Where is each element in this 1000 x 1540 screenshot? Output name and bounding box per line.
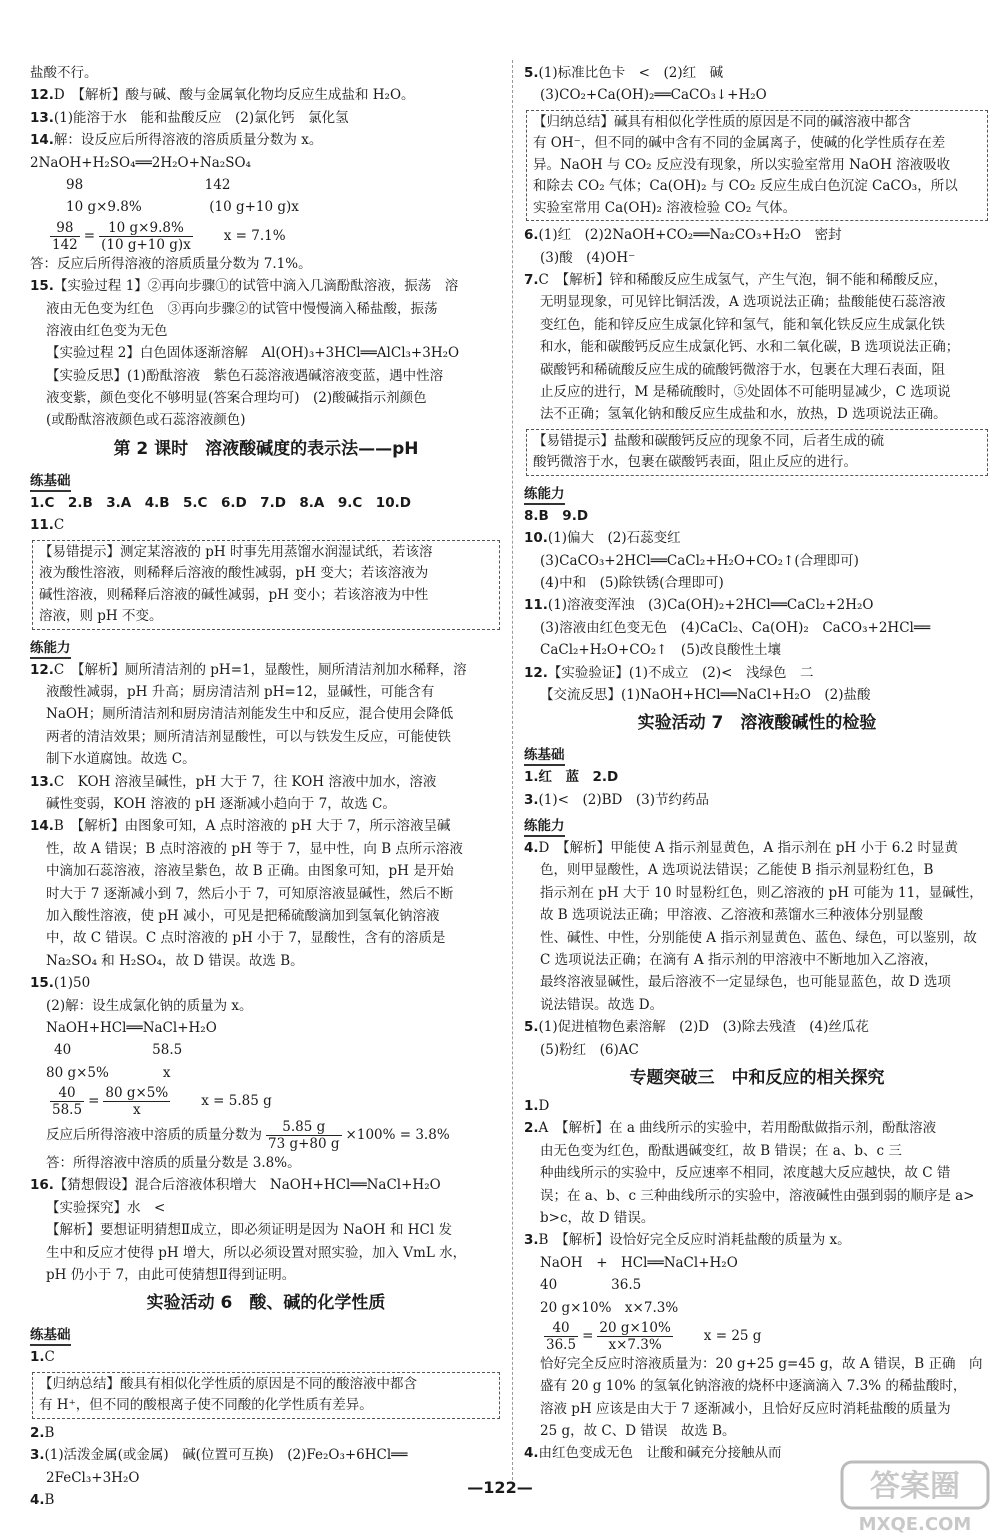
question-text: D [538, 1098, 550, 1114]
subsection-heading-row [524, 811, 990, 837]
question-number: 10. [524, 530, 548, 547]
equation-result: x = 7.1% [196, 227, 286, 244]
question-number: 3. [30, 1447, 45, 1464]
question-line [524, 527, 990, 549]
question-text: B [44, 1491, 55, 1508]
question-line [524, 1229, 990, 1251]
question-text: B [44, 1424, 55, 1441]
text-line: NaOH + HCl══NaCl+H₂O [540, 1254, 738, 1271]
question-text: 由红色变成无色 让酸和碱充分接触从而 [538, 1445, 782, 1462]
text-line: 两者的清洁效果；厕所清洁剂显酸性，可以与铁发生反应，可能使铁 [46, 728, 451, 745]
question-number: 14. [30, 818, 54, 835]
question-line [30, 1422, 502, 1444]
note-line: 【易错提示】测定某溶液的 pH 时事先用蒸馏水润湿试纸，若该溶 [39, 543, 433, 560]
question-line [524, 1016, 990, 1038]
text-line: (2)解：设生成氯化钠的质量为 x。 [46, 997, 253, 1014]
text-line: 液酸性减弱，pH 升高；厨房清洁剂 pH=12，显碱性，可能含有 [46, 684, 435, 701]
text-line: 性，故 A 错误；B 点时溶液的 pH 等于 7，显中性，向 B 点所示溶液 [46, 840, 463, 857]
question-text: (1)促进植物色素溶解 (2)D (3)除去残渣 (4)丝瓜花 [538, 1019, 869, 1036]
text-line: (5)粉红 (6)AC [540, 1041, 639, 1058]
subsection-heading-row [524, 740, 990, 766]
text-line: (3)溶液由红色变无色 (4)CaCl₂、Ca(OH)₂ CaCO₃+2HCl══ [540, 619, 931, 636]
fraction [266, 1119, 342, 1152]
text-line: pH 仍小于 7，由此可使猜想Ⅱ得到证明。 [46, 1267, 296, 1284]
question-text: D 【解析】酸与碱、酸与金属氧化物均反应生成盐和 H₂O。 [53, 87, 415, 104]
question-line [524, 594, 990, 616]
question-line [524, 1095, 990, 1117]
question-number: 2. [30, 1424, 45, 1441]
question-number: 16. [30, 1177, 54, 1194]
question-text: (1)能溶于水 能和盐酸反应 (2)氯化钙 氯化氢 [53, 109, 349, 126]
question-line [30, 815, 502, 837]
question-number: 12. [30, 87, 54, 104]
section-heading: 实验活动 6 酸、碱的化学性质 [146, 1293, 386, 1314]
section-heading: 第 2 课时 溶液酸碱度的表示法——pH [113, 438, 419, 459]
text-line: 2FeCl₃+3H₂O [46, 1469, 140, 1486]
equation-result: x = 25 g [676, 1327, 762, 1344]
question-line [30, 771, 502, 793]
text-line: 生中和反应才使得 pH 增大，所以必须设置对照实验，加入 VmL 水， [46, 1244, 467, 1261]
text-line: 中滴加石蕊溶液，溶液呈紫色，故 B 正确。由图象可知，pH 是开始 [46, 863, 454, 880]
text-line: 液由无色变为红色 ③再向步骤②的试管中慢慢滴入稀盐酸，振荡 [46, 300, 438, 317]
question-number: 11. [524, 597, 548, 614]
question-number: 2. [524, 1120, 539, 1137]
question-number: 14. [30, 132, 54, 149]
question-text: D 【解析】甲能使 A 指示剂显黄色，A 指示剂在 pH 小于 6.2 时显黄 [538, 840, 959, 857]
question-number: 4. [524, 1445, 539, 1462]
answer-row: 1.C 2.B 3.A 4.B 5.C 6.D 7.D 8.A 9.C 10.D [30, 494, 411, 511]
subsection-heading-row [30, 466, 502, 492]
equation-line [30, 1118, 502, 1152]
text-line: 20 g×10% x×7.3% [540, 1299, 679, 1316]
question-line [30, 1174, 502, 1196]
question-line [524, 837, 990, 859]
text-line: 碱性变弱，KOH 溶液的 pH 逐渐减小趋向于 7，故选 C。 [46, 795, 396, 812]
text-line: 无明显现象，可见锌比铜活泼，A 选项说法正确；盐酸能使石蕊溶液 [540, 294, 946, 311]
note-line: 碱性溶液，则稀释后溶液的碱性减弱，pH 变小；若该溶液为中性 [39, 586, 429, 603]
text-line: 由无色变为红色，酚酞遇碱变红，故 B 错误；在 a、b、c 三 [540, 1142, 902, 1159]
text-line: 80 g×5% x [46, 1064, 171, 1081]
equation-result: x = 5.85 g [174, 1093, 272, 1110]
question-line [30, 1444, 502, 1466]
page-number: —122— [467, 1478, 533, 1497]
note-line: 【归纳总结】碱具有相似化学性质的原因是不同的碱溶液中都含 [533, 113, 911, 130]
note-box [32, 540, 500, 630]
question-text: (1)溶液变浑浊 (3)Ca(OH)₂+2HCl══CaCl₂+2H₂O [547, 597, 874, 614]
text-line: (3)CaCO₃+2HCl══CaCl₂+H₂O+CO₂↑(合理即可) [540, 552, 859, 569]
text-line: (3)CO₂+Ca(OH)₂══CaCO₃↓+H₂O [540, 87, 767, 104]
text-line: 溶液 pH 应该是由大于 7 逐渐减小，且恰好反应时消耗盐酸的质量为 [540, 1400, 951, 1417]
text-line: 10 g×9.8% (10 g+10 g)x [66, 199, 299, 216]
text-line: (4)中和 (5)除铁锈(合理即可) [540, 574, 724, 591]
fraction-numerator: 40 [544, 1320, 578, 1337]
text-line: 故 B 选项说法正确；甲溶液、乙溶液和蒸馏水三种液体分别显酸 [540, 907, 924, 924]
question-line [30, 514, 502, 536]
question-line [524, 662, 990, 684]
fraction-numerator: 80 g×5% [105, 1085, 169, 1102]
section-heading: 实验活动 7 溶液酸碱性的检验 [637, 713, 877, 734]
subsection-heading: 练基础 [524, 744, 565, 766]
subsection-heading-row [524, 479, 990, 505]
section-heading: 专题突破三 中和反应的相关探究 [629, 1068, 885, 1088]
text-line: 种曲线所示的实验中，反应速率不相同，浓度越大反应越快，故 C 错 [540, 1165, 951, 1182]
text-line: 最终溶液显碱性，最后溶液不一定显绿色，也可能显蓝色，故 D 选项 [540, 974, 951, 991]
right-column [524, 62, 990, 1465]
subsection-heading-row [30, 633, 502, 659]
question-number: 1. [30, 1349, 45, 1366]
text-line: 性、碱性、中性，分别能使 A 指示剂显黄色、蓝色、绿色，可以鉴别，故 [540, 929, 977, 946]
answer-row: 1.红 蓝 2.D [524, 769, 619, 786]
question-line [30, 972, 502, 994]
text-line: 误；在 a、b、c 三种曲线所示的实验中，溶液碱性由强到弱的顺序是 a> [540, 1187, 975, 1204]
question-number: 1. [524, 1098, 539, 1114]
fraction-numerator: 20 g×10% [599, 1319, 671, 1336]
text-line: 变红色，能和锌反应生成氯化锌和氢气，能和氧化铁反应生成氯化铁 [540, 316, 945, 333]
question-line [30, 1346, 502, 1368]
subsection-heading: 练基础 [30, 1324, 71, 1346]
question-number: 11. [30, 517, 54, 534]
watermark-logo [840, 1460, 990, 1536]
fraction-denominator: 73 g+80 g [268, 1136, 340, 1153]
question-text: B 【解析】由图象可知，A 点时溶液的 pH 大于 7，所示溶液呈碱 [53, 818, 451, 835]
question-number: 15. [30, 278, 54, 295]
fraction-denominator: (10 g+10 g)x [101, 236, 191, 253]
fraction-numerator: 5.85 g [266, 1119, 342, 1136]
question-text: C [44, 1349, 55, 1366]
text-line: (3)酸 (4)OH⁻ [540, 249, 636, 266]
question-line [30, 84, 502, 106]
note-line: 有 H⁺，但不同的酸根离子使不同酸的化学性质有差异。 [39, 1397, 373, 1414]
note-line: 溶液，则 pH 不变。 [39, 608, 163, 625]
text-line: 盛有 20 g 10% 的氢氧化钠溶液的烧杯中逐滴滴入 7.3% 的稀盐酸时， [540, 1378, 967, 1395]
note-line: 异。NaOH 与 CO₂ 反应没有现象，所以实验室常用 NaOH 溶液吸收 [533, 156, 951, 173]
equals-sign: = [83, 227, 96, 244]
text-line: b>c，故 D 错误。 [540, 1209, 655, 1226]
text-line: 恰好完全反应时溶液质量为：20 g+25 g=45 g，故 A 错误，B 正确 向 [540, 1355, 983, 1372]
equation-line [30, 1084, 502, 1118]
text-line: (或酚酞溶液颜色或石蕊溶液颜色) [46, 412, 246, 429]
equation-line [524, 1319, 990, 1353]
text-line: CaCl₂+H₂O+CO₂↑ (5)改良酸性土壤 [540, 642, 782, 659]
question-text: 【猜想假设】混合后溶液体积增大 NaOH+HCl══NaCl+H₂O [53, 1177, 441, 1194]
equals-sign: = [582, 1327, 594, 1344]
question-number: 5. [524, 65, 539, 81]
question-text: (1)活泼金属(或金属) 碱(位置可互换) (2)Fe₂O₃+6HCl══ [44, 1447, 408, 1464]
note-line: 液为酸性溶液，则稀释后溶液的酸性减弱，pH 变大；若该溶液为 [39, 565, 429, 582]
left-column [30, 62, 502, 1511]
note-line: 【归纳总结】酸具有相似化学性质的原因是不同的酸溶液中都含 [39, 1375, 417, 1392]
text-line: 说法错误。故选 D。 [540, 996, 664, 1013]
question-text: C 【解析】锌和稀酸反应生成氢气，产生气泡，铜不能和稀酸反应， [538, 272, 948, 289]
question-text: C KOH 溶液呈碱性，pH 大于 7，往 KOH 溶液中加水，溶液 [53, 773, 437, 790]
text-line: 25 g，故 C、D 错误 故选 B。 [540, 1423, 736, 1440]
note-box [526, 110, 988, 222]
note-line: 实验室常用 Ca(OH)₂ 溶液检验 CO₂ 气体。 [533, 199, 797, 216]
column-divider [512, 60, 513, 1480]
question-text: A 【解析】在 a 曲线所示的实验中，若用酚酞做指示剂，酚酞溶液 [538, 1120, 937, 1137]
equation-result: ×100% = 3.8% [345, 1127, 450, 1144]
fraction-denominator: 58.5 [52, 1102, 83, 1119]
text-line: 加入酸性溶液，使 pH 减小，可见是把稀硫酸滴加到氢氧化钠溶液 [46, 907, 440, 924]
svg-text:答案圈: 答案圈 [870, 1469, 960, 1504]
text-line: 止反应的进行，M 是稀硫酸时，⑤处固体不可能明显减少，C 选项说 [540, 384, 951, 401]
equation-prefix: 反应后所得溶液中溶质的质量分数为 [46, 1127, 262, 1144]
fraction [99, 220, 193, 253]
text-line: NaOH；厕所清洁剂和厨房清洁剂能发生中和反应，混合使用会降低 [46, 706, 454, 723]
question-text: 【实验过程 1】②再向步骤①的试管中滴入几滴酚酞溶液，振荡 溶 [53, 278, 459, 295]
text-line: 答：反应后所得溶液的溶质质量分数为 7.1%。 [30, 255, 312, 272]
note-line: 【易错提示】盐酸和碳酸钙反应的现象不同，后者生成的硫 [533, 432, 884, 449]
question-line [30, 275, 502, 297]
question-line [30, 659, 502, 681]
subsection-heading: 练能力 [524, 483, 565, 505]
fraction-numerator: 98 [50, 220, 80, 237]
text-line: 【解析】要想证明猜想Ⅱ成立，即必须证明是因为 NaOH 和 HCl 发 [46, 1222, 452, 1239]
question-text: (1)< (2)BD (3)节约药品 [538, 791, 709, 808]
fraction [597, 1320, 672, 1353]
note-line: 和除去 CO₂ 气体；Ca(OH)₂ 与 CO₂ 反应生成白色沉淀 CaCO₃，所以 [533, 178, 958, 195]
fraction-denominator: x×7.3% [608, 1336, 662, 1353]
question-number: 5. [524, 1019, 539, 1036]
fraction-denominator: x [132, 1102, 141, 1119]
question-line [30, 129, 502, 151]
text-line: 【交流反思】(1)NaOH+HCl══NaCl+H₂O (2)盐酸 [540, 686, 871, 703]
fraction-denominator: 142 [52, 236, 78, 253]
question-number: 4. [30, 1491, 45, 1508]
text-line: 【实验反思】(1)酚酞溶液 紫色石蕊溶液遇碱溶液变蓝，遇中性溶 [46, 367, 444, 384]
text-line: Na₂SO₄ 和 H₂SO₄，故 D 错误。故选 B。 [46, 952, 304, 969]
fraction-denominator: 36.5 [546, 1336, 577, 1353]
question-text: B 【解析】设恰好完全反应时消耗盐酸的质量为 x。 [538, 1232, 851, 1249]
text-line: 40 58.5 [54, 1042, 183, 1059]
question-number: 15. [30, 975, 54, 992]
question-text: (1)红 (2)2NaOH+CO₂══Na₂CO₃+H₂O 密封 [538, 227, 842, 244]
question-line [524, 1117, 990, 1139]
subsection-heading: 练能力 [30, 637, 71, 659]
note-line: 有 OH⁻，但不同的碱中含有不同的金属离子，使碱的化学性质存在差 [533, 135, 946, 152]
text-line: NaOH+HCl══NaCl+H₂O [46, 1019, 217, 1036]
question-line [30, 107, 502, 129]
question-number: 4. [524, 840, 539, 857]
subsection-heading-row [30, 1320, 502, 1346]
question-line [524, 789, 990, 811]
question-text: C 【解析】厕所清洁剂的 pH=1，显酸性，厕所清洁剂加水稀释，溶 [53, 661, 467, 678]
text-line: 溶液由红色变为无色 [46, 322, 168, 339]
text-line: 【实验过程 2】白色固体逐渐溶解 Al(OH)₃+3HCl══AlCl₃+3H₂O [46, 345, 460, 362]
text-line: 制下水道腐蚀。故选 C。 [46, 751, 196, 768]
fraction-numerator: 40 [50, 1085, 84, 1102]
note-box [32, 1372, 500, 1419]
text-line: 指示剂在 pH 大于 10 时显粉红色，则乙溶液的 pH 可能为 11，显碱性， [540, 884, 983, 901]
question-text: (1)标准比色卡 < (2)红 碱 [538, 65, 724, 81]
question-text: (1)50 [53, 975, 91, 992]
subsection-heading: 练基础 [30, 470, 71, 492]
text-line: 中，故 C 错误。C 点时溶液的 pH 小于 7，显酸性，含有的溶质是 [46, 930, 446, 947]
answer-row: 8.B 9.D [524, 507, 589, 524]
question-text: 【实验验证】(1)不成立 (2)< 浅绿色 二 [547, 664, 814, 681]
fraction [50, 220, 80, 253]
note-box [526, 429, 988, 476]
question-line [524, 62, 990, 84]
note-line: 酸钙微溶于水，包裹在碳酸钙表面，阻止反应的进行。 [533, 454, 857, 471]
text-line: 法不正确；氢氧化钠和酸反应生成盐和水，放热，D 选项说法正确。 [540, 406, 947, 423]
text-line: 时大于 7 逐渐减小到 7，然后小于 7，可知原溶液显碱性，然后不断 [46, 885, 454, 902]
text-line: 98 142 [66, 176, 231, 193]
question-number: 3. [524, 1232, 539, 1249]
question-number: 6. [524, 227, 539, 244]
question-text: C [53, 517, 65, 534]
fraction [50, 1085, 84, 1118]
question-number: 3. [524, 791, 539, 808]
text-line: 盐酸不行。 [30, 65, 98, 81]
text-line: 碳酸钙和稀硫酸反应生成的硫酸钙微溶于水，包裹在大理石表面，阻 [540, 361, 945, 378]
question-number: 13. [30, 109, 54, 126]
equals-sign: = [88, 1093, 100, 1110]
equation-line [30, 219, 502, 253]
text-line: 【实验探究】水 < [46, 1199, 166, 1216]
text-line: 2NaOH+H₂SO₄══2H₂O+Na₂SO₄ [30, 154, 251, 171]
question-line [524, 224, 990, 246]
text-line: 液变紫，颜色变化不够明显(答案合理均可) (2)酸碱指示剂颜色 [46, 390, 427, 407]
question-text: 解：设反应后所得溶液的溶质质量分数为 x。 [53, 132, 323, 149]
text-line: 答：所得溶液中溶质的质量分数是 3.8%。 [46, 1155, 301, 1172]
svg-text:MXQE.COM: MXQE.COM [858, 1514, 972, 1535]
text-line: 40 36.5 [540, 1277, 642, 1294]
question-number: 7. [524, 272, 539, 289]
question-number: 12. [30, 661, 54, 678]
fraction-numerator: 10 g×9.8% [99, 220, 193, 237]
fraction [544, 1320, 578, 1353]
subsection-heading: 练能力 [524, 815, 565, 837]
question-line [524, 269, 990, 291]
question-number: 13. [30, 773, 54, 790]
text-line: C 选项说法正确；在滴有 A 指示剂的甲溶液中不断地加入乙溶液， [540, 952, 938, 969]
fraction [103, 1085, 170, 1118]
text-line: 和水，能和碳酸钙反应生成氯化钙、水和二氧化碳，B 选项说法正确； [540, 339, 960, 356]
question-text: (1)偏大 (2)石蕊变红 [547, 530, 681, 547]
question-number: 12. [524, 664, 548, 681]
text-line: 色，则甲显酸性，A 选项说法错误；乙能使 B 指示剂显粉红色，B [540, 862, 934, 879]
